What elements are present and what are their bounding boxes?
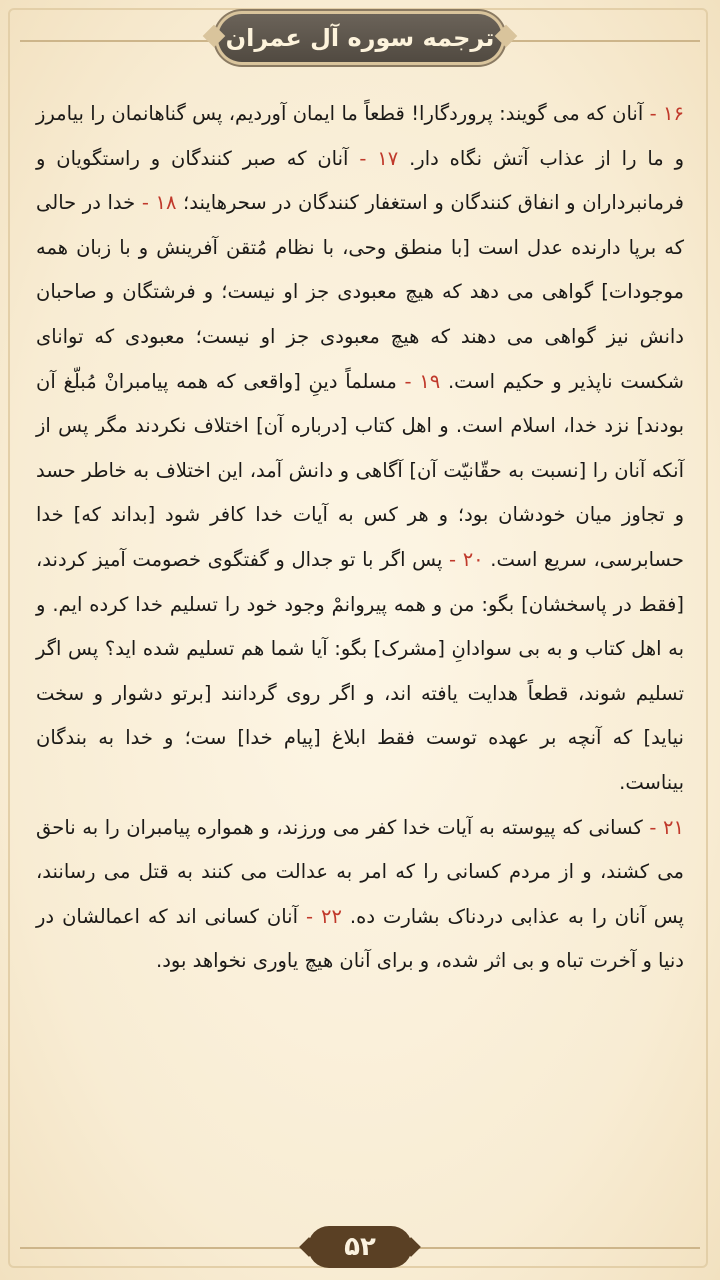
verse-number: ۲۱ bbox=[663, 815, 684, 839]
page-number: ۵۲ bbox=[344, 1232, 376, 1262]
footer-divider-left bbox=[20, 1247, 306, 1249]
verse-dash: - bbox=[442, 547, 457, 571]
verse-dash: - bbox=[348, 146, 367, 170]
verse-paragraph bbox=[36, 806, 684, 984]
verse-text: آنان که صبر کنندگان و راستگویان و فرمانبرداران و انفاق کنندگان و استغفار کنندگان در سحرهایند؛ bbox=[36, 146, 684, 215]
verse-text: خدا در حالی که برپا دارنده عدل است [با منطق وحی، با نظام مُتقن آفرینش و با زبان همه موجودات] گواهی می دهد که هیچ معبودی جز او نیست؛ و فرشتگان و صاحبان دانش نیز گواهی می دهند که هیچ معبودی جز او نیست؛ معبودی که توانای شکست ناپذیر و حکیم است. bbox=[36, 191, 684, 393]
verse-number: ۲۲ bbox=[321, 904, 342, 928]
verse-dash: - bbox=[643, 102, 657, 125]
verse-dash: - bbox=[135, 191, 149, 215]
verse-text: مسلماً دینِ [واقعی که همه پیامبرانْ مُبلّغ آن بودند] نزد خدا، اسلام است. و اهل کتاب [درباره آن] اختلاف نکردند مگر پس از آنکه آنان را [نسبت به حقّانیّت آن] آگاهی و دانش آمد، این اختلاف به خاطر حسد و تجاوز میان خودشان بود؛ و هر کس به آیات خدا کافر شود [بداند که] خدا حسابرسی، سریع است. bbox=[36, 369, 684, 571]
verse-number: ۱۶ bbox=[663, 102, 684, 125]
verse-number: ۱۷ bbox=[377, 146, 399, 170]
verse-text: کسانی که پیوسته به آیات خدا کفر می ورزند، و همواره پیامبران را به ناحق می کشند، و از مردم کسانی را که امر به عدالت می کنند به قتل می رسانند، پس آنان را به عذابی دردناک بشارت ده. bbox=[36, 815, 684, 928]
verse-dash: - bbox=[642, 815, 657, 839]
translation-text bbox=[36, 92, 684, 984]
verse-text: آنان کسانی اند که اعمالشان در دنیا و آخرت تباه و بی اثر شده، و برای آنان هیچ یاوری نخواهد بود. bbox=[36, 904, 684, 973]
verse-dash: - bbox=[396, 369, 412, 393]
verse-paragraph bbox=[36, 92, 684, 806]
verse-number: ۱۸ bbox=[155, 191, 177, 215]
verse-dash: - bbox=[298, 904, 314, 928]
header-divider-left bbox=[20, 40, 220, 42]
verse-text: آنان که می گویند: پروردگارا! قطعاً ما ایمان آوردیم، پس گناهانمان را بیامرز و ما را از عذاب آتش نگاه دار. bbox=[36, 102, 685, 170]
footer-divider-right bbox=[414, 1247, 700, 1249]
page-number-badge bbox=[308, 1226, 412, 1268]
title-plate bbox=[218, 14, 502, 62]
verse-number: ۲۰ bbox=[462, 547, 484, 571]
page-title: ترجمه سوره آل عمران bbox=[225, 24, 495, 52]
verse-number: ۱۹ bbox=[419, 369, 441, 393]
verse-text: پس اگر با تو جدال و گفتگوی خصومت آمیز کردند، [فقط در پاسخشان] بگو: من و همه پیروانمْ وجود خود را تسلیم خدا کرده ایم. و به اهل کتاب و به بی سوادانِ [مشرک] بگو: آیا شما هم تسلیم شده اید؟ پس اگر تسلیم شوند، قطعاً هدایت یافته اند، و اگر روی گردانند [برتو دشوار و سخت نیاید] که آنچه بر عهده توست فقط ابلاغ [پیام خدا] ست؛ و خدا به بندگان بیناست. bbox=[36, 547, 684, 794]
header-divider-right bbox=[500, 40, 700, 42]
